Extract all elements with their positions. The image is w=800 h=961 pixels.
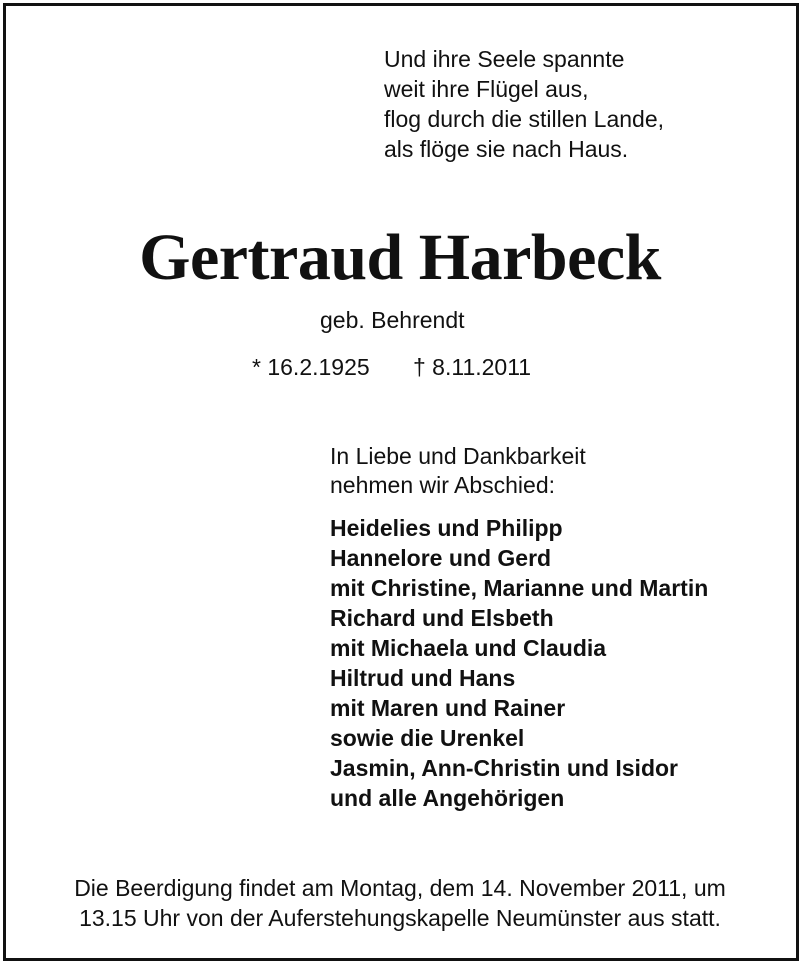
mourner-line: mit Maren und Rainer <box>330 695 566 721</box>
intro-line: In Liebe und Dankbarkeit <box>330 443 586 469</box>
mourner-line: Jasmin, Ann-Christin und Isidor <box>330 755 678 781</box>
birth-date: * 16.2.1925 <box>252 354 370 380</box>
maiden-name: geb. Behrendt <box>320 307 465 333</box>
farewell-intro <box>330 442 586 500</box>
mourner-line: mit Michaela und Claudia <box>330 635 607 661</box>
intro-line: nehmen wir Abschied: <box>330 472 556 498</box>
mourner-line: Heidelies und Philipp <box>330 515 563 541</box>
funeral-info <box>0 873 800 933</box>
death-date: † 8.11.2011 <box>413 354 532 380</box>
mourner-line: Richard und Elsbeth <box>330 605 554 631</box>
mourner-line: und alle Angehörigen <box>330 785 565 811</box>
poem-line: weit ihre Flügel aus, <box>384 76 589 102</box>
mourner-line: sowie die Urenkel <box>330 725 525 751</box>
funeral-line: Die Beerdigung findet am Montag, dem 14. November 2011, um <box>74 875 726 901</box>
poem-line: Und ihre Seele spannte <box>384 46 625 72</box>
mourner-line: Hiltrud und Hans <box>330 665 516 691</box>
mourner-line: Hannelore und Gerd <box>330 545 552 571</box>
poem-line: als flöge sie nach Haus. <box>384 136 629 162</box>
mourner-line: mit Christine, Marianne und Martin <box>330 575 709 601</box>
deceased-name: Gertraud Harbeck <box>139 221 661 294</box>
funeral-line: 13.15 Uhr von der Auferstehungskapelle Neumünster aus statt. <box>79 905 721 931</box>
poem-line: flog durch die stillen Lande, <box>384 106 665 132</box>
mourners-list <box>330 513 708 813</box>
poem <box>384 44 664 164</box>
